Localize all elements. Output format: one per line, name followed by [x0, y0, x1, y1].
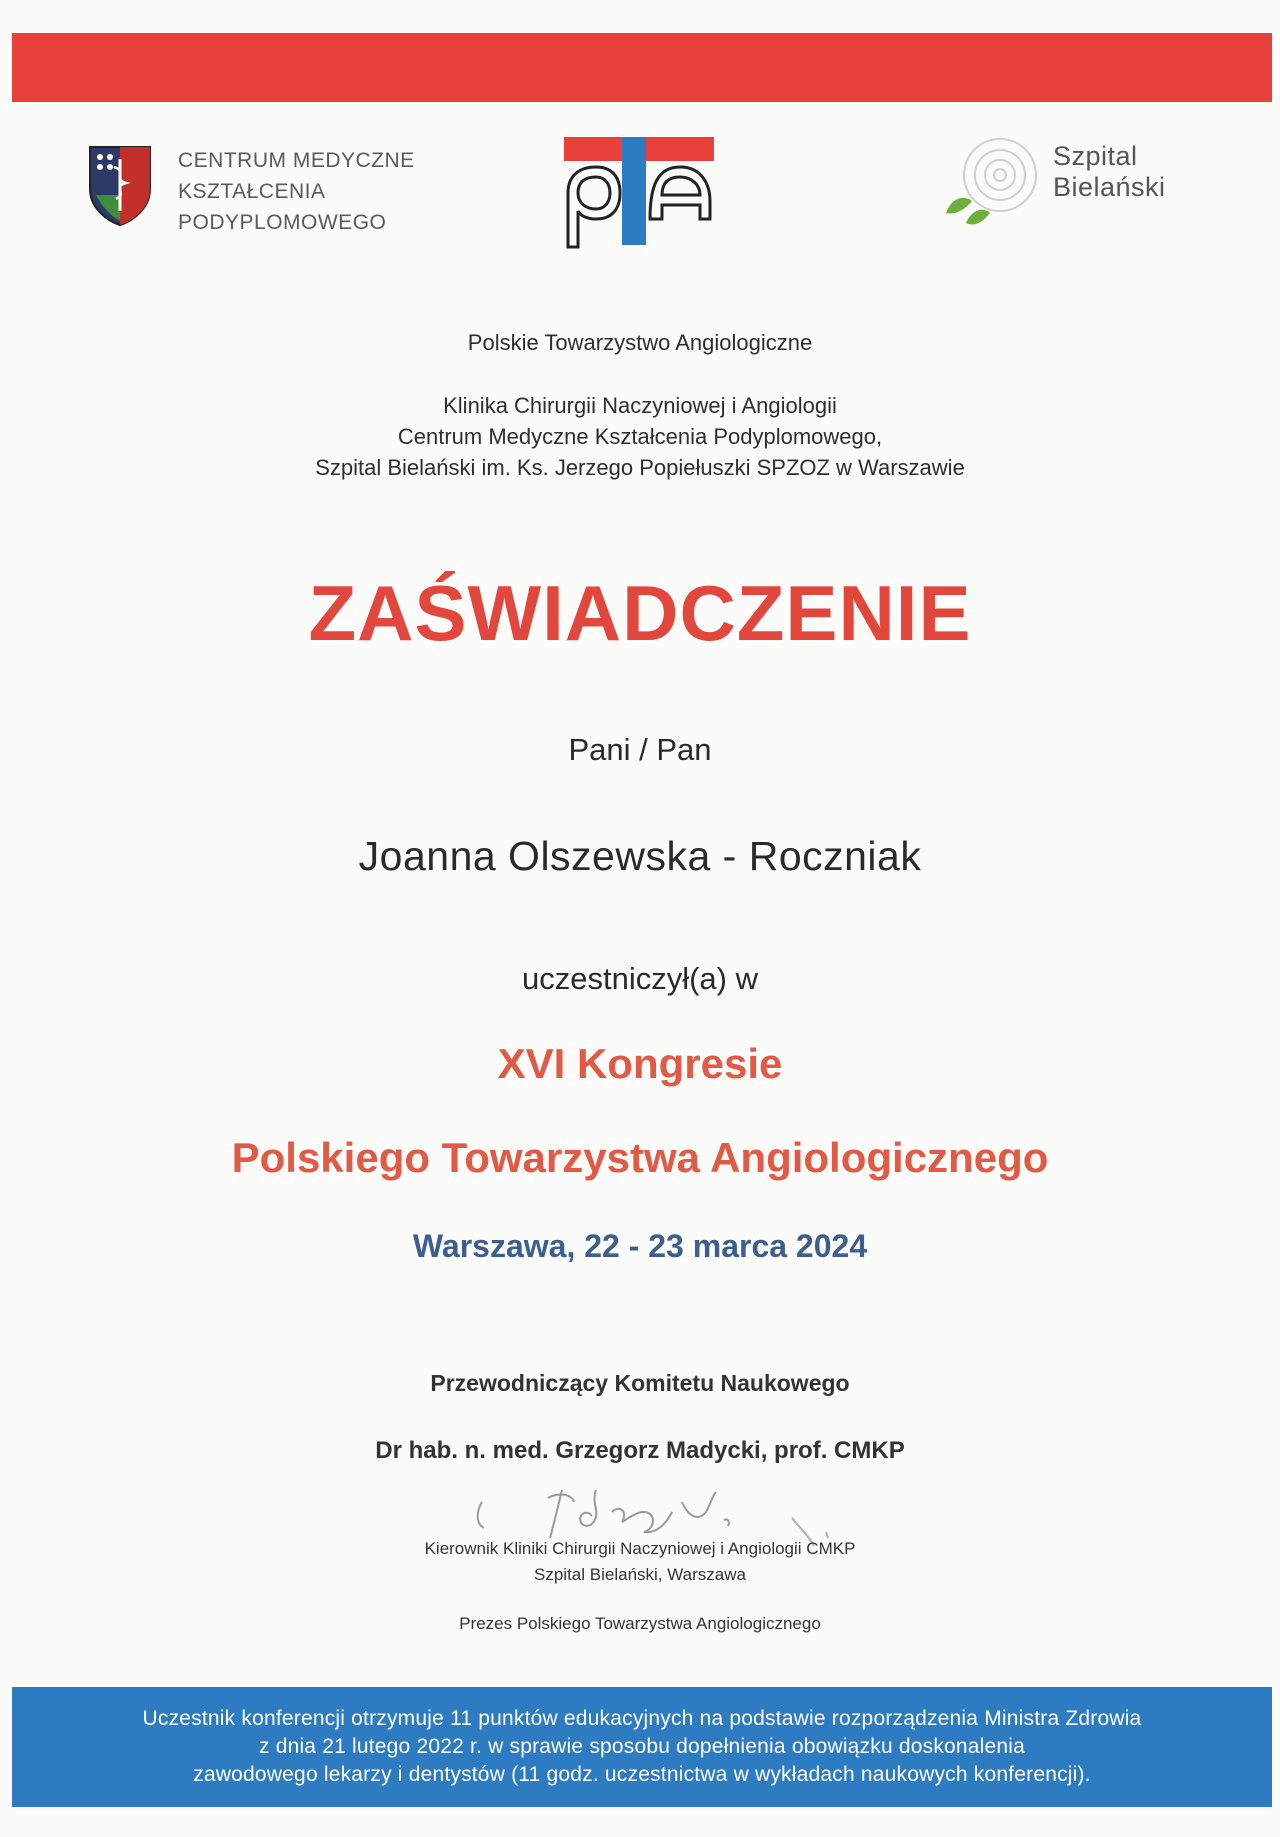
salutation: Pani / Pan	[568, 732, 712, 767]
szpital-line-2: Bielański	[1053, 172, 1166, 202]
bottom-blue-bar	[12, 1687, 1272, 1807]
signatory-name: Dr hab. n. med. Grzegorz Madycki, prof. CMKP	[375, 1437, 905, 1464]
recipient-name: Joanna Olszewska - Roczniak	[358, 833, 922, 879]
cmkp-logo	[88, 145, 428, 235]
head-of-clinic-block	[0, 1536, 1280, 1588]
organization-name: Polskie Towarzystwo Angiologiczne	[467, 330, 813, 355]
event-place-date: Warszawa, 22 - 23 marca 2024	[412, 1228, 868, 1264]
president-title: Prezes Polskiego Towarzystwa Angiologicznego	[459, 1614, 821, 1633]
certificate-title: ZAŚWIADCZENIE	[308, 569, 972, 657]
event-title-line-1: XVI Kongresie	[497, 1040, 783, 1087]
clinic-line-1: Klinika Chirurgii Naczyniowej i Angiologii	[443, 393, 837, 418]
pta-logo-icon	[562, 135, 722, 255]
education-points-note	[12, 1705, 1272, 1789]
szpital-line-1: Szpital	[1053, 141, 1138, 171]
cmkp-line-2: KSZTAŁCENIA	[178, 180, 326, 203]
clinic-line-3: Szpital Bielański im. Ks. Jerzego Popiełuszki SPZOZ w Warszawie	[315, 455, 965, 480]
clinic-block	[0, 390, 1280, 483]
cmkp-shield-icon	[88, 145, 152, 227]
note-line-3: zawodowego lekarzy i dentystów (11 godz. uczestnictwa w wykładach naukowych konferencji).	[193, 1763, 1091, 1786]
note-line-1: Uczestnik konferencji otrzymuje 11 punktów edukacyjnych na podstawie rozporządzenia Ministra Zdrowia	[142, 1707, 1142, 1730]
szpital-bielanski-logo	[938, 135, 1218, 235]
rose-icon	[938, 135, 1048, 235]
cmkp-line-1: CENTRUM MEDYCZNE	[178, 149, 415, 172]
top-red-bar	[12, 33, 1272, 102]
head-line-1: Kierownik Kliniki Chirurgii Naczyniowej i Angiologii CMKP	[424, 1539, 856, 1558]
note-line-2: z dnia 21 lutego 2022 r. w sprawie sposobu dopełnienia obowiązku doskonalenia	[258, 1735, 1026, 1758]
event-title-line-2: Polskiego Towarzystwa Angiologicznego	[231, 1134, 1049, 1181]
clinic-line-2: Centrum Medyczne Kształcenia Podyplomowego,	[397, 424, 883, 449]
cmkp-line-3: PODYPLOMOWEGO	[178, 211, 387, 234]
head-line-2: Szpital Bielański, Warszawa	[534, 1565, 746, 1584]
participated-text: uczestniczył(a) w	[522, 961, 758, 996]
signatory-role: Przewodniczący Komitetu Naukowego	[430, 1370, 850, 1396]
